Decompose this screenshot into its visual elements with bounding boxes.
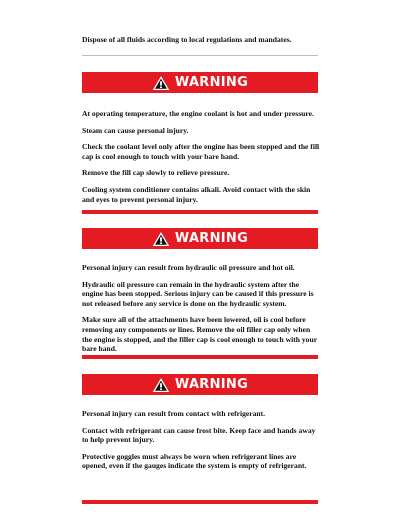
warning-triangle-icon [152, 377, 170, 393]
warning-paragraph: Personal injury can result from contact with refrigerant. [82, 409, 266, 418]
warning-paragraph: Remove the fill cap slowly to relieve pressure. [82, 168, 230, 178]
warning-text-block [82, 109, 322, 211]
warning-end-bar [82, 500, 318, 504]
warning-text-block [82, 409, 322, 478]
warning-paragraph: Make sure all of the attachments have been lowered, oil is cool before removing any components or lines. Remove the oil filler cap only when the engine is stopped, and the filler cap is cool enough to touch with your bare hand. [82, 315, 317, 354]
intro-text: Dispose of all fluids according to local regulations and mandates. [82, 35, 292, 44]
warning-triangle-icon [152, 231, 170, 247]
divider [82, 55, 318, 56]
warning-label: WARNING [174, 376, 249, 392]
warning-end-bar [82, 210, 318, 214]
warning-label: WARNING [174, 230, 249, 246]
warning-paragraph: At operating temperature, the engine coolant is hot and under pressure. [82, 109, 314, 118]
warning-paragraph: Hydraulic oil pressure can remain in the hydraulic system after the engine has been stopped. Serious injury can be caused if this pressure is not released before any service is done on the hydraulic system. [82, 279, 314, 308]
warning-banner [82, 374, 318, 395]
warning-paragraph: Check the coolant level only after the engine has been stopped and the fill cap is cool enough to touch with your bare hand. [82, 142, 320, 161]
warning-paragraph: Cooling system conditioner contains alkali. Avoid contact with the skin and eyes to prevent personal injury. [82, 184, 311, 204]
warning-paragraph: Personal injury can result from hydraulic oil pressure and hot oil. [82, 263, 295, 272]
warning-paragraph: Contact with refrigerant can cause frost bite. Keep face and hands away to help prevent injury. [82, 425, 316, 445]
warning-banner [82, 72, 318, 93]
warning-label: WARNING [174, 74, 249, 90]
warning-triangle-icon [152, 75, 170, 91]
warning-paragraph: Steam can cause personal injury. [82, 125, 189, 135]
warning-text-block [82, 263, 322, 361]
warning-end-bar [82, 355, 318, 359]
warning-banner [82, 228, 318, 249]
warning-paragraph: Protective goggles must always be worn when refrigerant lines are opened, even if the gauges indicate the system is empty of refrigerant. [82, 451, 307, 471]
